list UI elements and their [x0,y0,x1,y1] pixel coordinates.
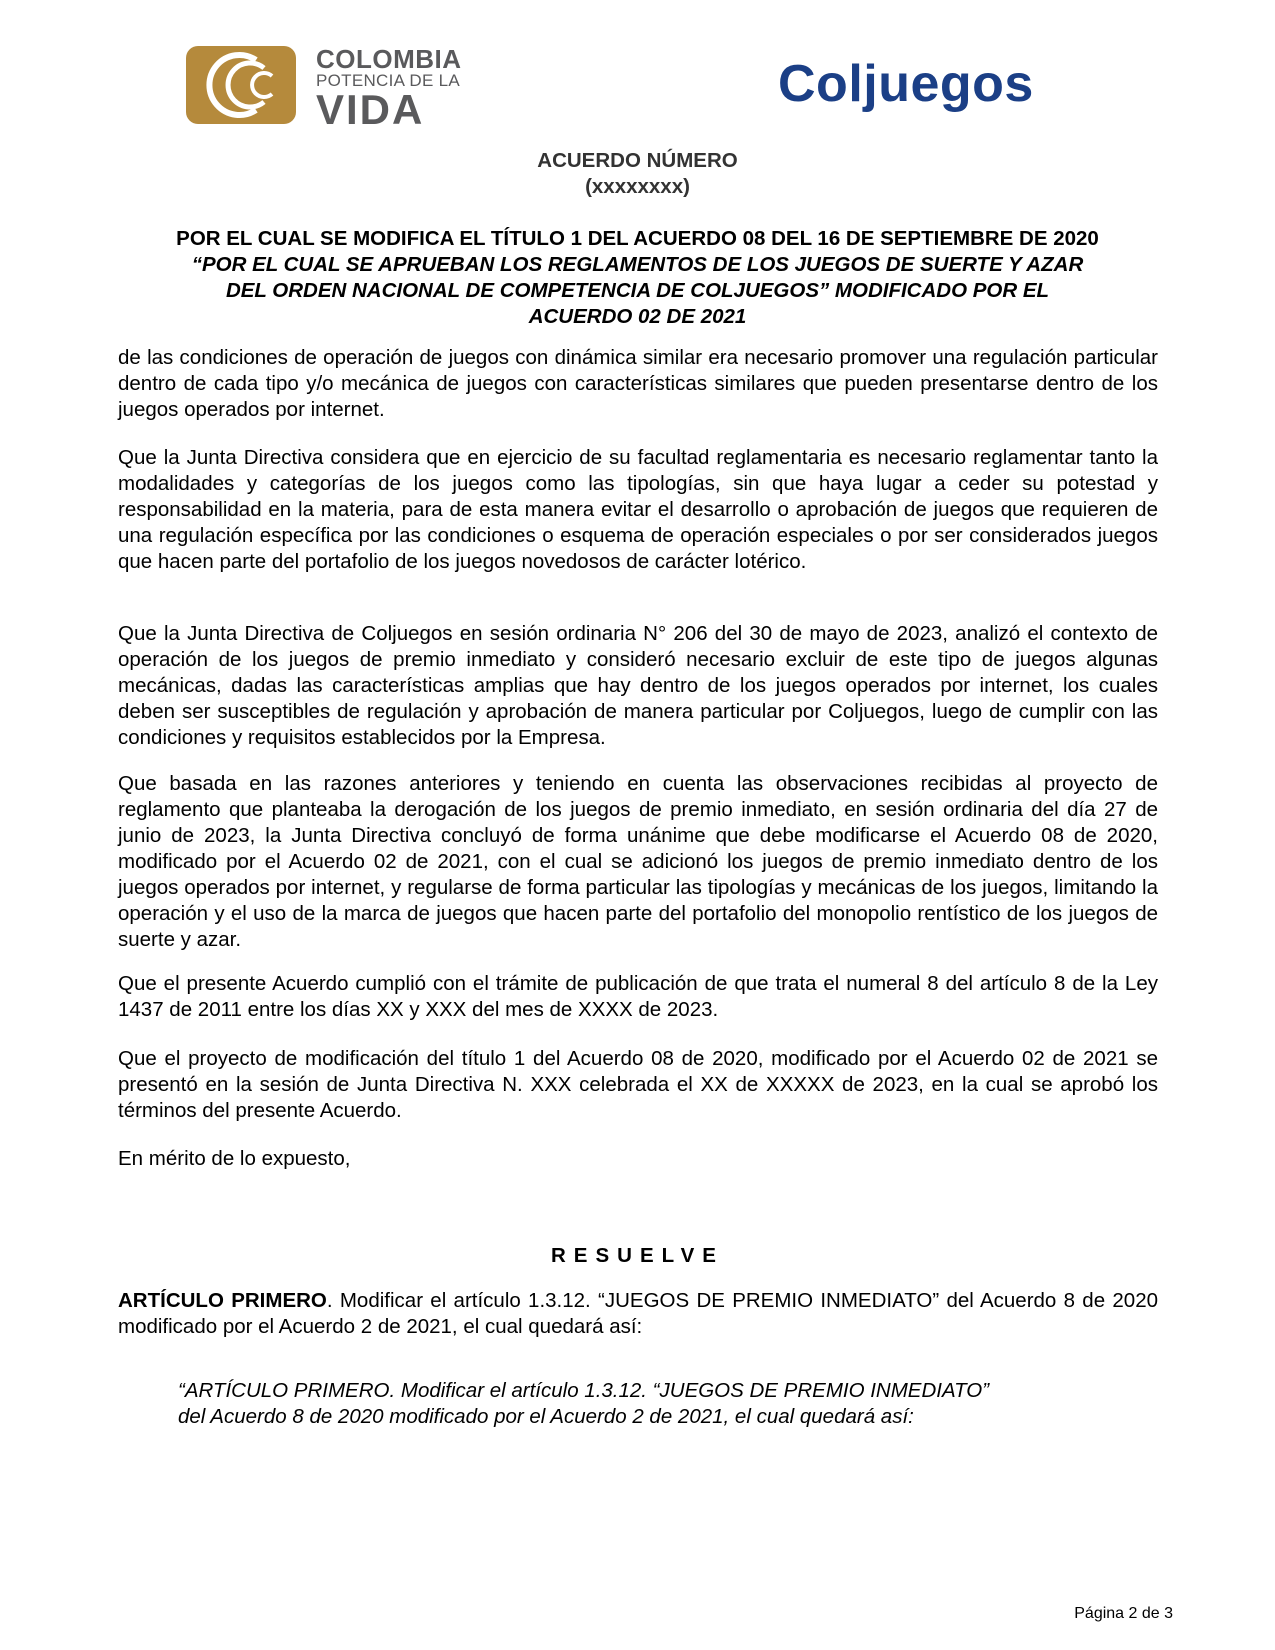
heading-line-2: “POR EL CUAL SE APRUEBAN LOS REGLAMENTOS DE LOS JUEGOS DE SUERTE Y AZAR [191,253,1084,276]
heading-line-4: ACUERDO 02 DE 2021 [528,305,747,328]
page-number: Página 2 de 3 [1074,1605,1173,1622]
acuerdo-number-title: ACUERDO NÚMERO [537,149,738,172]
document-heading [0,226,1275,330]
paragraph-2: Que la Junta Directiva considera que en ejercicio de su facultad reglamentaria es necesario reglamentar tanto la modalidades y categorías de los juegos como las tipologías, sin que haya lugar a ceder su potestad y responsabilidad en la materia, para de esta manera evitar el desarrollo o aprobación de juegos que requieren de una regulación específica por las condiciones o esquema de operación especiales o por ser considerados juegos que hacen parte del portafolio de los juegos novedosos de carácter lotérico. [118,446,1158,573]
paragraph-6: Que el proyecto de modificación del título 1 del Acuerdo 08 de 2020, modificado por el Acuerdo 02 de 2021 se presentó en la sesión de Junta Directiva N. XXX celebrada el XX de XXXXX de 2023, en la cual se aprobó los términos del presente Acuerdo. [118,1047,1158,1122]
acuerdo-number-placeholder: (xxxxxxxx) [585,175,690,198]
article-1-label: ARTÍCULO PRIMERO [118,1289,327,1312]
paragraph-1: de las condiciones de operación de juegos con dinámica similar era necesario promover una regulación particular dentro de cada tipo y/o mecánica de juegos con características similares que pueden presentarse dentro de los juegos operados por internet. [118,346,1158,421]
paragraph-5: Que el presente Acuerdo cumplió con el trámite de publicación de que trata el numeral 8 del artículo 8 de la Ley 1437 de 2011 entre los días XX y XXX del mes de XXXX de 2023. [118,972,1158,1021]
article-1-quote [178,1378,1098,1430]
logo-line-3: VIDA [316,86,425,133]
paragraph-4: Que basada en las razones anteriores y teniendo en cuenta las observaciones recibidas al proyecto de reglamento que planteaba la derogación de los juegos de premio inmediato, en sesión ordinaria del día 27 de junio de 2023, la Junta Directiva concluyó de forma unánime que debe modificarse el Acuerdo 08 de 2020, modificado por el Acuerdo 02 de 2021, con el cual se adicionó los juegos de premio inmediato dentro de los juegos operados por internet, y regularse de forma particular las tipologías y mecánicas de los juegos, limitando la operación y el uso de la marca de juegos que hacen parte del portafolio del monopolio rentístico de los juegos de suerte y azar. [118,772,1158,951]
quote-line-1: “ARTÍCULO PRIMERO. Modificar el artículo 1.3.12. “JUEGOS DE PREMIO INMEDIATO” [178,1379,990,1402]
paragraph-7: En mérito de lo expuesto, [118,1147,351,1170]
heading-line-3: DEL ORDEN NACIONAL DE COMPETENCIA DE COLJUEGOS” MODIFICADO POR EL [225,279,1050,302]
coljuegos-wordmark: Coljuegos [778,55,1034,113]
article-1-text: . Modificar el artículo 1.3.12. “JUEGOS DE PREMIO INMEDIATO” del Acuerdo 8 de 2020 modificado por el Acuerdo 2 de 2021, el cual quedará así: [118,1289,1159,1338]
colombia-emblem-icon [186,46,296,124]
coljuegos-logo [778,56,1138,116]
heading-line-1: POR EL CUAL SE MODIFICA EL TÍTULO 1 DEL ACUERDO 08 DEL 16 DE SEPTIEMBRE DE 2020 [176,227,1099,250]
logo-line-1: COLOMBIA [316,44,462,74]
quote-line-2: del Acuerdo 8 de 2020 modificado por el Acuerdo 2 de 2021, el cual quedará así: [178,1405,914,1428]
article-1-paragraph [118,1288,1158,1340]
resuelve-heading: RESUELVE [551,1244,724,1267]
paragraph-3: Que la Junta Directiva de Coljuegos en sesión ordinaria N° 206 del 30 de mayo de 2023, analizó el contexto de operación de los juegos de premio inmediato y consideró necesario excluir de este tipo de juegos algunas mecánicas, dadas las características amplias que hay dentro de los juegos operados por internet, los cuales deben ser susceptibles de regulación y aprobación de manera particular por Coljuegos, luego de cumplir con las condiciones y requisitos establecidos por la Empresa. [118,622,1158,749]
colombia-potencia-logo [186,44,486,133]
logo-line-2: POTENCIA DE LA [316,71,461,90]
